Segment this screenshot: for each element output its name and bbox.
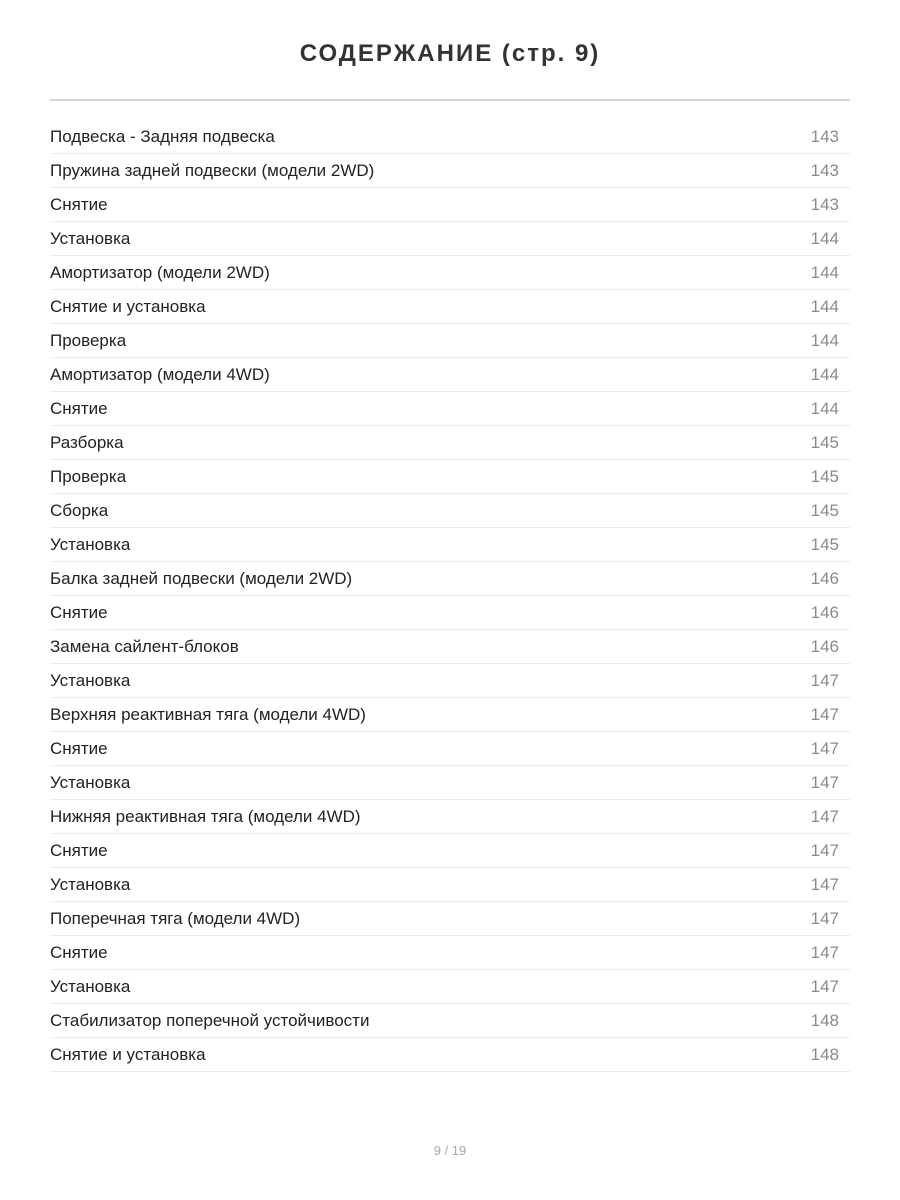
toc-entry-page-number: 146 <box>810 602 839 622</box>
page-title: СОДЕРЖАНИЕ (стр. 9) <box>299 40 601 67</box>
toc-entry[interactable] <box>50 868 850 902</box>
toc-entry-title: Балка задней подвески (модели 2WD) <box>50 568 353 588</box>
toc-entry-page-number: 143 <box>810 126 839 146</box>
toc-entry[interactable] <box>50 1038 850 1072</box>
toc-list <box>50 120 850 1072</box>
toc-entry[interactable] <box>50 290 850 324</box>
toc-entry-page-number: 145 <box>810 466 839 486</box>
toc-entry[interactable] <box>50 732 850 766</box>
toc-entry-page-number: 147 <box>810 840 839 860</box>
toc-entry-title: Подвеска - Задняя подвеска <box>50 126 275 146</box>
toc-entry-page-number: 145 <box>810 534 839 554</box>
toc-entry-title: Установка <box>50 670 131 690</box>
toc-entry-title: Установка <box>50 874 131 894</box>
toc-entry-title: Замена сайлент-блоков <box>50 636 239 656</box>
toc-entry-page-number: 144 <box>810 296 839 316</box>
toc-entry[interactable] <box>50 902 850 936</box>
toc-entry-page-number: 146 <box>810 568 839 588</box>
toc-entry[interactable] <box>50 222 850 256</box>
toc-entry[interactable] <box>50 154 850 188</box>
toc-entry-title: Снятие и установка <box>50 296 206 316</box>
toc-entry-title: Разборка <box>50 432 124 452</box>
toc-entry[interactable] <box>50 358 850 392</box>
toc-entry-title: Пружина задней подвески (модели 2WD) <box>50 160 375 180</box>
toc-entry-page-number: 147 <box>810 908 839 928</box>
toc-entry-page-number: 144 <box>810 262 839 282</box>
toc-entry-title: Сборка <box>50 500 109 520</box>
toc-entry[interactable] <box>50 800 850 834</box>
toc-entry-title: Поперечная тяга (модели 4WD) <box>50 908 301 928</box>
toc-entry[interactable] <box>50 460 850 494</box>
toc-entry-title: Установка <box>50 228 131 248</box>
toc-entry[interactable] <box>50 120 850 154</box>
toc-entry[interactable] <box>50 494 850 528</box>
toc-entry[interactable] <box>50 936 850 970</box>
toc-entry-title: Нижняя реактивная тяга (модели 4WD) <box>50 806 361 826</box>
toc-entry-page-number: 145 <box>810 432 839 452</box>
toc-entry-title: Снятие <box>50 942 108 962</box>
toc-entry-title: Установка <box>50 976 131 996</box>
toc-entry-page-number: 147 <box>810 738 839 758</box>
toc-entry[interactable] <box>50 630 850 664</box>
toc-entry-page-number: 144 <box>810 364 839 384</box>
toc-entry-title: Снятие и установка <box>50 1044 206 1064</box>
toc-entry[interactable] <box>50 324 850 358</box>
toc-entry[interactable] <box>50 392 850 426</box>
toc-entry-page-number: 147 <box>810 942 839 962</box>
toc-entry-title: Снятие <box>50 738 108 758</box>
toc-entry-page-number: 144 <box>810 330 839 350</box>
toc-entry-page-number: 144 <box>810 398 839 418</box>
toc-entry[interactable] <box>50 528 850 562</box>
toc-entry-title: Установка <box>50 772 131 792</box>
toc-entry-page-number: 143 <box>810 160 839 180</box>
toc-entry-title: Амортизатор (модели 4WD) <box>50 364 270 384</box>
toc-entry-page-number: 146 <box>810 636 839 656</box>
toc-entry-page-number: 147 <box>810 976 839 996</box>
toc-entry[interactable] <box>50 766 850 800</box>
toc-entry-page-number: 147 <box>810 772 839 792</box>
toc-entry[interactable] <box>50 664 850 698</box>
toc-entry-page-number: 145 <box>810 500 839 520</box>
toc-entry-page-number: 148 <box>810 1044 839 1064</box>
toc-entry[interactable] <box>50 834 850 868</box>
toc-entry-page-number: 147 <box>810 874 839 894</box>
toc-entry-page-number: 148 <box>810 1010 839 1030</box>
toc-entry[interactable] <box>50 256 850 290</box>
toc-entry-title: Проверка <box>50 466 127 486</box>
toc-entry-title: Верхняя реактивная тяга (модели 4WD) <box>50 704 366 724</box>
toc-entry[interactable] <box>50 562 850 596</box>
toc-entry-page-number: 147 <box>810 806 839 826</box>
toc-entry-title: Стабилизатор поперечной устойчивости <box>50 1010 370 1030</box>
toc-entry-page-number: 144 <box>810 228 839 248</box>
title-divider <box>50 99 850 101</box>
toc-entry-title: Проверка <box>50 330 127 350</box>
toc-entry[interactable] <box>50 188 850 222</box>
toc-entry[interactable] <box>50 1004 850 1038</box>
toc-entry-page-number: 147 <box>810 704 839 724</box>
toc-entry-title: Снятие <box>50 194 108 214</box>
toc-entry-title: Снятие <box>50 398 108 418</box>
page-counter: 9 / 19 <box>433 1143 467 1158</box>
toc-entry[interactable] <box>50 698 850 732</box>
toc-entry-title: Установка <box>50 534 131 554</box>
toc-entry-title: Амортизатор (модели 2WD) <box>50 262 270 282</box>
toc-entry[interactable] <box>50 426 850 460</box>
toc-entry-title: Снятие <box>50 840 108 860</box>
toc-entry[interactable] <box>50 596 850 630</box>
toc-entry-page-number: 143 <box>810 194 839 214</box>
toc-entry-page-number: 147 <box>810 670 839 690</box>
toc-entry-title: Снятие <box>50 602 108 622</box>
toc-entry[interactable] <box>50 970 850 1004</box>
